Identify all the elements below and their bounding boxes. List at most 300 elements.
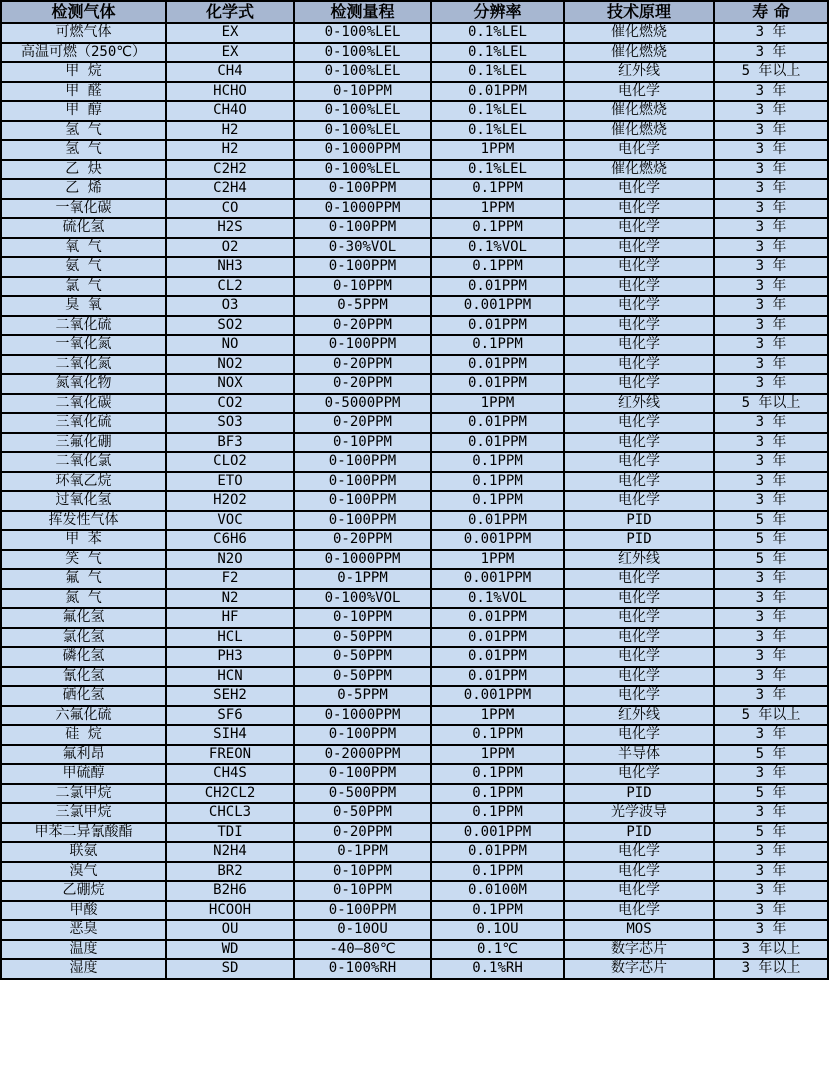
cell-resolution: 0.01PPM: [431, 413, 564, 433]
table-row: [1, 725, 828, 745]
cell-gas-name: 过氧化氢: [1, 491, 166, 511]
cell-gas-name: 可燃气体: [1, 23, 166, 43]
cell-gas-name: 一氧化碳: [1, 199, 166, 219]
cell-tech-principle: 电化学: [564, 686, 714, 706]
table-row: [1, 140, 828, 160]
cell-lifespan: 3 年: [714, 920, 828, 940]
cell-lifespan: 3 年: [714, 160, 828, 180]
cell-lifespan: 3 年: [714, 140, 828, 160]
cell-resolution: 0.1%VOL: [431, 589, 564, 609]
table-row: [1, 686, 828, 706]
cell-tech-principle: 半导体: [564, 745, 714, 765]
table-row: [1, 62, 828, 82]
cell-resolution: 0.1PPM: [431, 472, 564, 492]
cell-chemical-formula: NO2: [166, 355, 294, 375]
cell-tech-principle: 催化燃烧: [564, 121, 714, 141]
cell-detection-range: 0-100PPM: [294, 179, 431, 199]
cell-detection-range: 0-100%LEL: [294, 101, 431, 121]
cell-resolution: 0.1PPM: [431, 218, 564, 238]
cell-lifespan: 3 年以上: [714, 959, 828, 979]
cell-gas-name: 硒化氢: [1, 686, 166, 706]
header-chemical-formula: 化学式: [166, 1, 294, 23]
cell-tech-principle: PID: [564, 784, 714, 804]
cell-tech-principle: MOS: [564, 920, 714, 940]
cell-chemical-formula: SO2: [166, 316, 294, 336]
cell-chemical-formula: CH4O: [166, 101, 294, 121]
header-lifespan: 寿 命: [714, 1, 828, 23]
cell-detection-range: 0-100%LEL: [294, 160, 431, 180]
cell-resolution: 0.1%VOL: [431, 238, 564, 258]
cell-tech-principle: 电化学: [564, 647, 714, 667]
cell-lifespan: 3 年: [714, 82, 828, 102]
table-row: [1, 940, 828, 960]
cell-chemical-formula: NOX: [166, 374, 294, 394]
cell-tech-principle: PID: [564, 530, 714, 550]
cell-detection-range: 0-1000PPM: [294, 550, 431, 570]
cell-detection-range: 0-20PPM: [294, 530, 431, 550]
header-gas-name: 检测气体: [1, 1, 166, 23]
cell-tech-principle: 红外线: [564, 706, 714, 726]
cell-detection-range: 0-100%LEL: [294, 121, 431, 141]
cell-resolution: 0.0100M: [431, 881, 564, 901]
cell-tech-principle: 电化学: [564, 374, 714, 394]
table-row: [1, 823, 828, 843]
cell-chemical-formula: CL2: [166, 277, 294, 297]
cell-detection-range: 0-1PPM: [294, 842, 431, 862]
table-body: [1, 23, 828, 979]
cell-detection-range: 0-30%VOL: [294, 238, 431, 258]
cell-lifespan: 3 年: [714, 257, 828, 277]
cell-gas-name: 氨 气: [1, 257, 166, 277]
cell-resolution: 0.01PPM: [431, 511, 564, 531]
cell-lifespan: 3 年: [714, 452, 828, 472]
table-row: [1, 433, 828, 453]
cell-tech-principle: 电化学: [564, 199, 714, 219]
cell-tech-principle: 电化学: [564, 355, 714, 375]
cell-gas-name: 氮氧化物: [1, 374, 166, 394]
cell-chemical-formula: H2: [166, 140, 294, 160]
cell-chemical-formula: CLO2: [166, 452, 294, 472]
cell-chemical-formula: SIH4: [166, 725, 294, 745]
cell-detection-range: 0-100%LEL: [294, 62, 431, 82]
cell-resolution: 0.01PPM: [431, 608, 564, 628]
cell-resolution: 0.1℃: [431, 940, 564, 960]
cell-chemical-formula: N2H4: [166, 842, 294, 862]
cell-lifespan: 3 年: [714, 199, 828, 219]
cell-chemical-formula: HCOOH: [166, 901, 294, 921]
cell-tech-principle: PID: [564, 511, 714, 531]
cell-tech-principle: 电化学: [564, 862, 714, 882]
cell-detection-range: 0-100PPM: [294, 491, 431, 511]
cell-lifespan: 3 年: [714, 725, 828, 745]
cell-resolution: 1PPM: [431, 140, 564, 160]
cell-chemical-formula: OU: [166, 920, 294, 940]
cell-lifespan: 3 年: [714, 316, 828, 336]
cell-detection-range: 0-5PPM: [294, 686, 431, 706]
cell-resolution: 0.001PPM: [431, 530, 564, 550]
cell-gas-name: 氟利昂: [1, 745, 166, 765]
table-row: [1, 530, 828, 550]
cell-chemical-formula: EX: [166, 23, 294, 43]
table-row: [1, 862, 828, 882]
table-row: [1, 23, 828, 43]
cell-tech-principle: 电化学: [564, 413, 714, 433]
cell-detection-range: 0-100%RH: [294, 959, 431, 979]
cell-tech-principle: 电化学: [564, 452, 714, 472]
cell-lifespan: 3 年: [714, 121, 828, 141]
cell-chemical-formula: H2O2: [166, 491, 294, 511]
cell-resolution: 0.001PPM: [431, 823, 564, 843]
cell-tech-principle: 数字芯片: [564, 959, 714, 979]
cell-chemical-formula: SF6: [166, 706, 294, 726]
table-row: [1, 764, 828, 784]
cell-gas-name: 三氟化硼: [1, 433, 166, 453]
cell-lifespan: 3 年: [714, 218, 828, 238]
cell-resolution: 0.1PPM: [431, 901, 564, 921]
cell-tech-principle: 电化学: [564, 569, 714, 589]
cell-chemical-formula: NH3: [166, 257, 294, 277]
cell-tech-principle: 电化学: [564, 82, 714, 102]
cell-lifespan: 3 年: [714, 101, 828, 121]
cell-gas-name: 乙硼烷: [1, 881, 166, 901]
cell-chemical-formula: CH4: [166, 62, 294, 82]
cell-tech-principle: 电化学: [564, 179, 714, 199]
cell-chemical-formula: B2H6: [166, 881, 294, 901]
cell-gas-name: 笑 气: [1, 550, 166, 570]
cell-gas-name: 挥发性气体: [1, 511, 166, 531]
cell-chemical-formula: FREON: [166, 745, 294, 765]
cell-resolution: 1PPM: [431, 706, 564, 726]
cell-resolution: 0.01PPM: [431, 82, 564, 102]
cell-chemical-formula: NO: [166, 335, 294, 355]
cell-resolution: 0.01PPM: [431, 316, 564, 336]
cell-chemical-formula: CO2: [166, 394, 294, 414]
cell-gas-name: 氢 气: [1, 140, 166, 160]
cell-resolution: 0.1PPM: [431, 452, 564, 472]
cell-lifespan: 3 年: [714, 433, 828, 453]
cell-chemical-formula: BF3: [166, 433, 294, 453]
cell-lifespan: 3 年: [714, 238, 828, 258]
cell-chemical-formula: HCHO: [166, 82, 294, 102]
cell-gas-name: 氯化氢: [1, 628, 166, 648]
cell-gas-name: 溴气: [1, 862, 166, 882]
cell-gas-name: 甲 醇: [1, 101, 166, 121]
cell-lifespan: 3 年: [714, 667, 828, 687]
cell-chemical-formula: H2S: [166, 218, 294, 238]
cell-resolution: 0.01PPM: [431, 628, 564, 648]
cell-tech-principle: 电化学: [564, 628, 714, 648]
header-row: [1, 1, 828, 23]
cell-resolution: 0.001PPM: [431, 569, 564, 589]
cell-gas-name: 甲 烷: [1, 62, 166, 82]
cell-tech-principle: 电化学: [564, 667, 714, 687]
cell-gas-name: 甲苯二异氰酸酯: [1, 823, 166, 843]
cell-gas-name: 臭 氧: [1, 296, 166, 316]
cell-gas-name: 恶臭: [1, 920, 166, 940]
cell-tech-principle: 电化学: [564, 472, 714, 492]
cell-detection-range: 0-10PPM: [294, 433, 431, 453]
cell-gas-name: 甲 醛: [1, 82, 166, 102]
cell-lifespan: 5 年: [714, 784, 828, 804]
cell-lifespan: 3 年: [714, 589, 828, 609]
cell-chemical-formula: CH4S: [166, 764, 294, 784]
cell-gas-name: 三氯甲烷: [1, 803, 166, 823]
cell-gas-name: 氰化氢: [1, 667, 166, 687]
cell-detection-range: 0-10PPM: [294, 277, 431, 297]
table-row: [1, 43, 828, 63]
cell-tech-principle: 电化学: [564, 335, 714, 355]
table-row: [1, 218, 828, 238]
cell-detection-range: 0-50PPM: [294, 647, 431, 667]
cell-detection-range: 0-100PPM: [294, 511, 431, 531]
cell-lifespan: 3 年: [714, 413, 828, 433]
cell-lifespan: 5 年以上: [714, 706, 828, 726]
cell-gas-name: 环氧乙烷: [1, 472, 166, 492]
cell-lifespan: 5 年: [714, 745, 828, 765]
cell-tech-principle: 红外线: [564, 550, 714, 570]
table-row: [1, 628, 828, 648]
cell-gas-name: 硅 烷: [1, 725, 166, 745]
cell-detection-range: 0-10PPM: [294, 881, 431, 901]
cell-resolution: 1PPM: [431, 394, 564, 414]
cell-gas-name: 氟 气: [1, 569, 166, 589]
cell-lifespan: 3 年: [714, 179, 828, 199]
cell-detection-range: 0-50PPM: [294, 628, 431, 648]
cell-tech-principle: 电化学: [564, 764, 714, 784]
cell-resolution: 0.01PPM: [431, 842, 564, 862]
cell-gas-name: 甲硫醇: [1, 764, 166, 784]
cell-gas-name: 磷化氢: [1, 647, 166, 667]
cell-lifespan: 5 年: [714, 511, 828, 531]
cell-resolution: 0.01PPM: [431, 433, 564, 453]
cell-resolution: 0.1OU: [431, 920, 564, 940]
cell-chemical-formula: C6H6: [166, 530, 294, 550]
cell-resolution: 0.01PPM: [431, 277, 564, 297]
table-row: [1, 355, 828, 375]
cell-resolution: 1PPM: [431, 199, 564, 219]
cell-lifespan: 5 年: [714, 550, 828, 570]
table-row: [1, 667, 828, 687]
cell-chemical-formula: CH2CL2: [166, 784, 294, 804]
header-tech-principle: 技术原理: [564, 1, 714, 23]
cell-chemical-formula: EX: [166, 43, 294, 63]
cell-detection-range: 0-20PPM: [294, 374, 431, 394]
cell-lifespan: 3 年: [714, 901, 828, 921]
cell-detection-range: 0-100PPM: [294, 472, 431, 492]
table-row: [1, 374, 828, 394]
cell-tech-principle: 催化燃烧: [564, 160, 714, 180]
cell-detection-range: 0-100PPM: [294, 335, 431, 355]
table-row: [1, 745, 828, 765]
table-row: [1, 842, 828, 862]
table-row: [1, 920, 828, 940]
cell-gas-name: 氟化氢: [1, 608, 166, 628]
cell-tech-principle: 电化学: [564, 140, 714, 160]
cell-tech-principle: 催化燃烧: [564, 101, 714, 121]
cell-tech-principle: 电化学: [564, 218, 714, 238]
table-row: [1, 82, 828, 102]
cell-chemical-formula: C2H4: [166, 179, 294, 199]
cell-detection-range: 0-100PPM: [294, 257, 431, 277]
cell-lifespan: 3 年: [714, 374, 828, 394]
cell-gas-name: 高温可燃（250℃）: [1, 43, 166, 63]
cell-resolution: 1PPM: [431, 745, 564, 765]
table-row: [1, 608, 828, 628]
cell-detection-range: 0-20PPM: [294, 355, 431, 375]
cell-lifespan: 3 年: [714, 608, 828, 628]
table-row: [1, 296, 828, 316]
table-row: [1, 413, 828, 433]
cell-tech-principle: 催化燃烧: [564, 23, 714, 43]
cell-detection-range: 0-1000PPM: [294, 706, 431, 726]
cell-gas-name: 六氟化硫: [1, 706, 166, 726]
cell-tech-principle: 光学波导: [564, 803, 714, 823]
cell-chemical-formula: ETO: [166, 472, 294, 492]
cell-resolution: 0.1%RH: [431, 959, 564, 979]
table-row: [1, 784, 828, 804]
table-row: [1, 277, 828, 297]
cell-chemical-formula: WD: [166, 940, 294, 960]
cell-detection-range: 0-1000PPM: [294, 199, 431, 219]
cell-detection-range: 0-500PPM: [294, 784, 431, 804]
cell-chemical-formula: N2: [166, 589, 294, 609]
cell-chemical-formula: VOC: [166, 511, 294, 531]
cell-gas-name: 乙 烯: [1, 179, 166, 199]
cell-gas-name: 二氧化氮: [1, 355, 166, 375]
cell-resolution: 0.1PPM: [431, 862, 564, 882]
cell-resolution: 0.1PPM: [431, 257, 564, 277]
cell-gas-name: 乙 炔: [1, 160, 166, 180]
cell-gas-name: 二氧化碳: [1, 394, 166, 414]
cell-lifespan: 5 年以上: [714, 394, 828, 414]
cell-tech-principle: 电化学: [564, 433, 714, 453]
cell-resolution: 0.1%LEL: [431, 160, 564, 180]
cell-lifespan: 3 年: [714, 881, 828, 901]
header-detection-range: 检测量程: [294, 1, 431, 23]
table-row: [1, 901, 828, 921]
table-row: [1, 160, 828, 180]
cell-resolution: 0.1PPM: [431, 335, 564, 355]
cell-lifespan: 3 年: [714, 686, 828, 706]
cell-lifespan: 3 年: [714, 335, 828, 355]
cell-detection-range: 0-100PPM: [294, 452, 431, 472]
table-row: [1, 959, 828, 979]
cell-resolution: 0.1PPM: [431, 179, 564, 199]
cell-gas-name: 二氯甲烷: [1, 784, 166, 804]
cell-detection-range: 0-10PPM: [294, 862, 431, 882]
table-row: [1, 257, 828, 277]
cell-tech-principle: 电化学: [564, 316, 714, 336]
cell-chemical-formula: CHCL3: [166, 803, 294, 823]
cell-lifespan: 3 年: [714, 296, 828, 316]
cell-tech-principle: 催化燃烧: [564, 43, 714, 63]
table-row: [1, 881, 828, 901]
cell-detection-range: 0-50PPM: [294, 667, 431, 687]
cell-chemical-formula: TDI: [166, 823, 294, 843]
cell-detection-range: 0-10OU: [294, 920, 431, 940]
cell-chemical-formula: PH3: [166, 647, 294, 667]
table-row: [1, 121, 828, 141]
table-row: [1, 511, 828, 531]
cell-gas-name: 湿度: [1, 959, 166, 979]
cell-tech-principle: 电化学: [564, 238, 714, 258]
cell-tech-principle: PID: [564, 823, 714, 843]
cell-lifespan: 3 年: [714, 23, 828, 43]
cell-lifespan: 3 年: [714, 628, 828, 648]
cell-tech-principle: 电化学: [564, 608, 714, 628]
cell-chemical-formula: HCL: [166, 628, 294, 648]
cell-chemical-formula: O3: [166, 296, 294, 316]
cell-chemical-formula: SD: [166, 959, 294, 979]
cell-detection-range: -40—80℃: [294, 940, 431, 960]
cell-resolution: 0.1%LEL: [431, 121, 564, 141]
table-row: [1, 706, 828, 726]
cell-resolution: 0.1%LEL: [431, 101, 564, 121]
cell-lifespan: 3 年: [714, 355, 828, 375]
cell-tech-principle: 红外线: [564, 394, 714, 414]
cell-tech-principle: 数字芯片: [564, 940, 714, 960]
cell-detection-range: 0-100PPM: [294, 725, 431, 745]
cell-lifespan: 3 年: [714, 647, 828, 667]
cell-tech-principle: 电化学: [564, 257, 714, 277]
cell-lifespan: 3 年: [714, 43, 828, 63]
cell-detection-range: 0-5000PPM: [294, 394, 431, 414]
cell-resolution: 0.1PPM: [431, 491, 564, 511]
cell-resolution: 0.01PPM: [431, 374, 564, 394]
cell-resolution: 0.001PPM: [431, 296, 564, 316]
cell-tech-principle: 电化学: [564, 901, 714, 921]
cell-gas-name: 氮 气: [1, 589, 166, 609]
cell-chemical-formula: CO: [166, 199, 294, 219]
header-resolution: 分辨率: [431, 1, 564, 23]
table-row: [1, 335, 828, 355]
cell-resolution: 0.01PPM: [431, 667, 564, 687]
cell-lifespan: 3 年: [714, 862, 828, 882]
cell-detection-range: 0-100PPM: [294, 764, 431, 784]
cell-detection-range: 0-10PPM: [294, 82, 431, 102]
cell-tech-principle: 电化学: [564, 842, 714, 862]
cell-resolution: 0.1PPM: [431, 764, 564, 784]
cell-detection-range: 0-1PPM: [294, 569, 431, 589]
cell-chemical-formula: HF: [166, 608, 294, 628]
cell-gas-name: 一氧化氮: [1, 335, 166, 355]
cell-resolution: 0.01PPM: [431, 647, 564, 667]
cell-chemical-formula: C2H2: [166, 160, 294, 180]
table-row: [1, 199, 828, 219]
table-row: [1, 569, 828, 589]
cell-gas-name: 温度: [1, 940, 166, 960]
cell-gas-name: 联氨: [1, 842, 166, 862]
cell-gas-name: 三氧化硫: [1, 413, 166, 433]
cell-tech-principle: 电化学: [564, 491, 714, 511]
cell-chemical-formula: N2O: [166, 550, 294, 570]
cell-chemical-formula: SO3: [166, 413, 294, 433]
cell-detection-range: 0-20PPM: [294, 413, 431, 433]
cell-detection-range: 0-100%LEL: [294, 23, 431, 43]
cell-resolution: 0.01PPM: [431, 355, 564, 375]
cell-resolution: 0.1%LEL: [431, 62, 564, 82]
cell-gas-name: 甲酸: [1, 901, 166, 921]
cell-detection-range: 0-100%VOL: [294, 589, 431, 609]
cell-detection-range: 0-100PPM: [294, 901, 431, 921]
cell-chemical-formula: O2: [166, 238, 294, 258]
cell-tech-principle: 红外线: [564, 62, 714, 82]
cell-lifespan: 3 年: [714, 569, 828, 589]
cell-detection-range: 0-100PPM: [294, 218, 431, 238]
table-row: [1, 179, 828, 199]
cell-lifespan: 3 年: [714, 842, 828, 862]
table-row: [1, 316, 828, 336]
